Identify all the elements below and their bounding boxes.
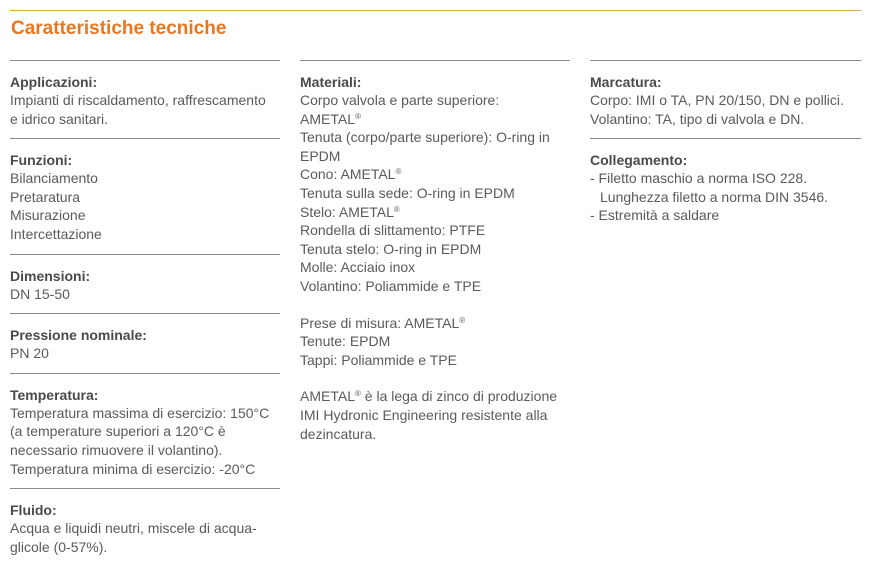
registered-mark: ® — [393, 204, 400, 214]
funzioni-heading: Funzioni: — [10, 152, 73, 169]
marcatura-line: Corpo: IMI o TA, PN 20/150, DN e pollici. — [590, 92, 844, 108]
ametal-note-text: è la lega di zinco di produzione — [364, 388, 558, 405]
temperatura-line: Temperatura massima di esercizio: 150°C — [10, 404, 270, 421]
section-fluido — [10, 488, 280, 566]
section-funzioni — [10, 138, 280, 253]
funzioni-line: Misurazione — [10, 207, 86, 224]
materiali-corpo: Corpo valvola e parte superiore: — [300, 92, 500, 108]
temperatura-line: necessario rimuovere il volantino). — [10, 441, 223, 458]
applicazioni-line: e idrico sanitari. — [10, 110, 109, 127]
materiali-stelo — [300, 203, 570, 222]
registered-mark: ® — [354, 111, 361, 121]
fluido-line: glicole (0-57%). — [10, 538, 108, 555]
materiali-tappi: Tappi: Poliammide e TPE — [300, 351, 457, 368]
registered-mark: ® — [354, 389, 361, 399]
materiali-tenuta-stelo: Tenuta stelo: O-ring in EPDM — [300, 240, 482, 257]
top-rule — [10, 10, 861, 11]
collegamento-line: Lunghezza filetto a norma DIN 3546. — [600, 188, 829, 205]
cono-text: Cono: AMETAL — [300, 166, 396, 183]
materiali-volantino: Volantino: Poliammide e TPE — [300, 277, 482, 294]
materiali-molle: Molle: Acciaio inox — [300, 259, 416, 276]
marcatura-heading: Marcatura: — [590, 74, 662, 90]
ametal-note-line: IMI Hydronic Engineering resistente alla — [300, 406, 548, 423]
temperatura-line: (a temperature superiori a 120°C è — [10, 423, 226, 440]
marcatura-line: Volantino: TA, tipo di valvola e DN. — [590, 110, 805, 127]
materiali-tenute: Tenute: EPDM — [300, 333, 391, 350]
page-title: Caratteristiche tecniche — [11, 18, 227, 39]
section-materiali — [300, 60, 570, 453]
section-marcatura — [590, 60, 861, 138]
registered-mark: ® — [459, 315, 466, 325]
temperatura-line: Temperatura minima di esercizio: -20°C — [10, 460, 256, 477]
materiali-heading: Materiali: — [300, 74, 362, 90]
section-collegamento — [590, 138, 861, 235]
materiali-cono — [300, 165, 570, 184]
collegamento-heading: Collegamento: — [590, 152, 688, 169]
section-dimensioni — [10, 254, 280, 314]
section-pressione — [10, 313, 280, 373]
column-left — [10, 60, 280, 566]
materiali-ametal — [300, 110, 570, 129]
pressione-line: PN 20 — [10, 345, 49, 362]
materiali-tenuta-sede: Tenuta sulla sede: O-ring in EPDM — [300, 184, 515, 201]
fluido-line: Acqua e liquidi neutri, miscele di acqua- — [10, 520, 257, 537]
funzioni-line: Bilanciamento — [10, 170, 98, 187]
materiali-rondella: Rondella di slittamento: PTFE — [300, 222, 486, 239]
fluido-heading: Fluido: — [10, 502, 57, 519]
registered-mark: ® — [395, 167, 402, 177]
funzioni-line: Intercettazione — [10, 225, 102, 242]
applicazioni-line: Impianti di riscaldamento, raffrescamento — [10, 92, 266, 108]
column-middle — [300, 60, 570, 453]
dimensioni-line: DN 15-50 — [10, 285, 70, 302]
materiali-prese — [300, 314, 570, 333]
ametal-note-brand: AMETAL — [300, 388, 355, 405]
collegamento-line: - Estremità a saldare — [590, 207, 720, 224]
ametal-note-line: dezincatura. — [300, 425, 377, 442]
stelo-text: Stelo: AMETAL — [300, 203, 394, 220]
pressione-heading: Pressione nominale: — [10, 327, 147, 344]
collegamento-line: - Filetto maschio a norma ISO 228. — [590, 170, 808, 187]
materiali-tenuta-corpo: Tenuta (corpo/parte superiore): O-ring in — [300, 129, 550, 146]
materiali-tenuta-corpo-cont: EPDM — [300, 147, 341, 164]
section-applicazioni — [10, 60, 280, 138]
section-temperatura — [10, 373, 280, 488]
dimensioni-heading: Dimensioni: — [10, 267, 91, 284]
ametal-note — [300, 387, 570, 406]
column-right — [590, 60, 861, 235]
temperatura-heading: Temperatura: — [10, 386, 99, 403]
prese-text: Prese di misura: AMETAL — [300, 314, 460, 331]
applicazioni-heading: Applicazioni: — [10, 74, 98, 90]
ametal-text: AMETAL — [300, 110, 355, 127]
funzioni-line: Pretaratura — [10, 188, 81, 205]
